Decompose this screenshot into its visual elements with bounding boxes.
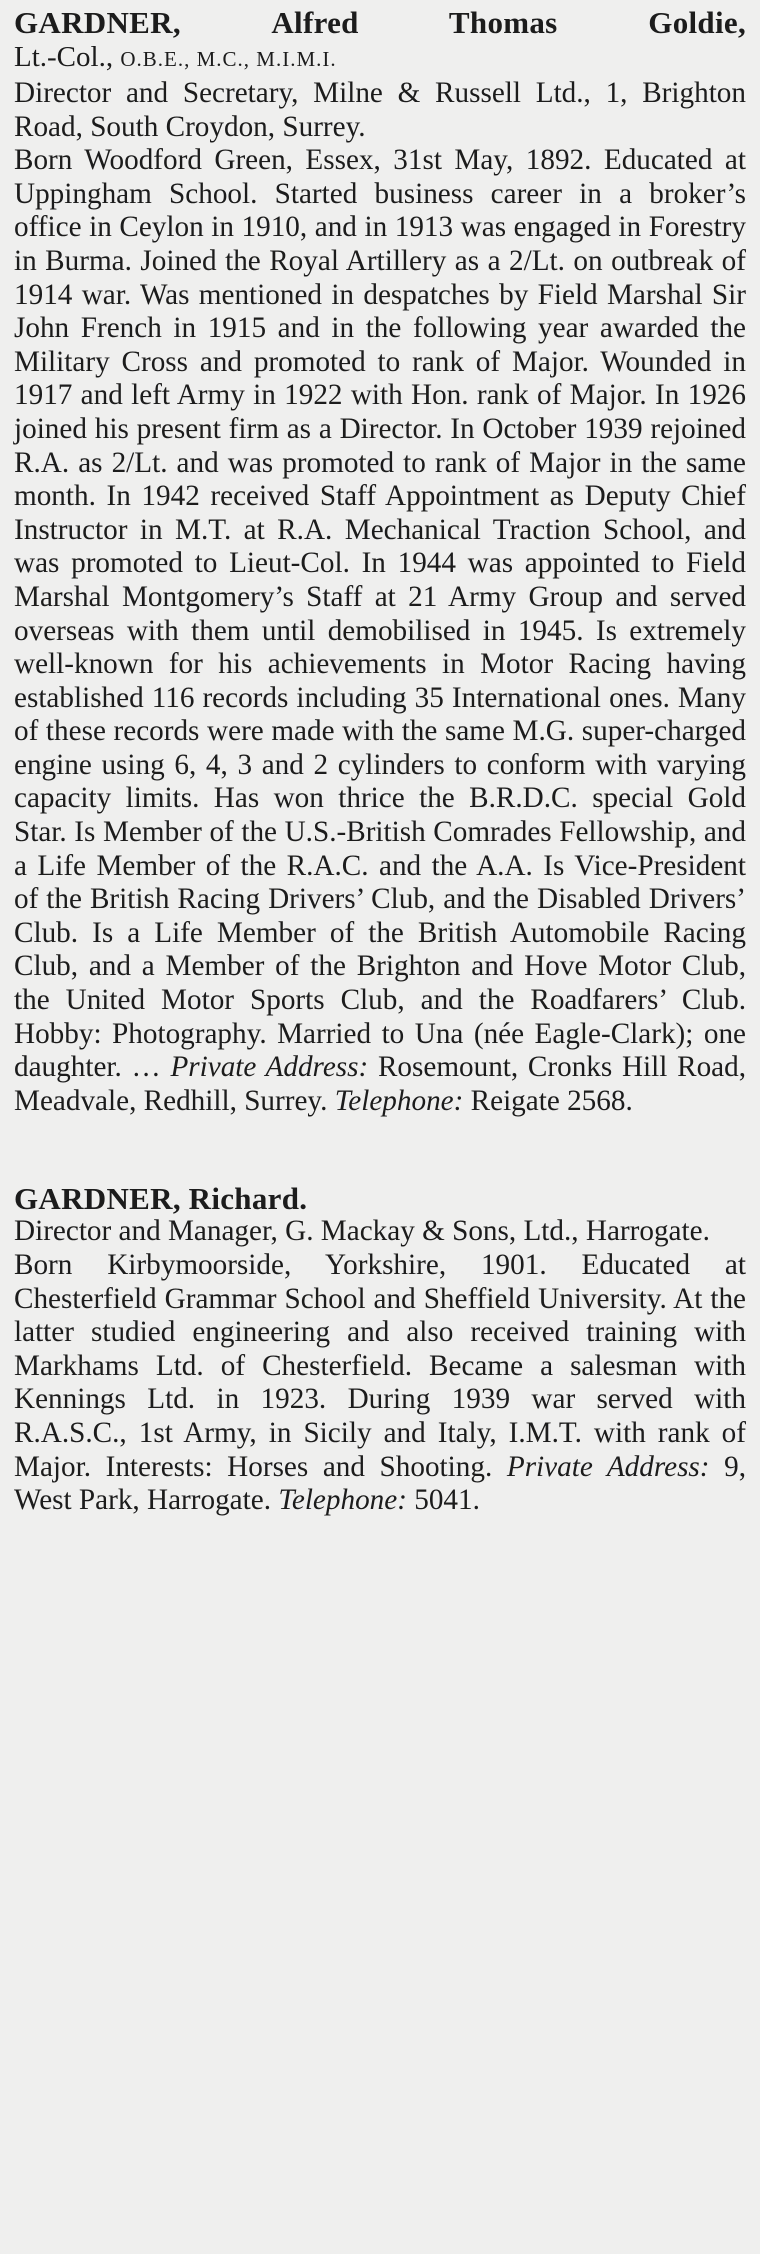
entry-honours: O.B.E., M.C., M.I.M.I.: [120, 47, 337, 71]
entry-address: Rosemount, Cronks Hill Road, Meadvale, Redhill, Surrey.: [14, 1051, 747, 1117]
entry-surname: GARDNER,: [14, 5, 181, 40]
entry-richard-gardner: [14, 1182, 746, 1517]
entry-biography-text: Born Kirbymoorside, Yorkshire, 1901. Educated at Chesterfield Grammar School and Sheffield University. At the latter studied engineering and also received training with Markhams Ltd. of Chesterfield. Became a salesman with Kennings Ltd. in 1923. During 1939 war served with R.A.S.C., 1st Army, in Sicily and Italy, I.M.T. with rank of Major. Interests: Horses and Shooting.: [14, 1249, 746, 1483]
entry-biography-text: Born Woodford Green, Essex, 31st May, 1892. Educated at Uppingham School. Started business career in a broker’s office in Ceylon in 1910, and in 1913 was engaged in Forestry in Burma. Joined the Royal Artillery as a 2/Lt. on outbreak of 1914 war. Was mentioned in despatches by Field Marshal Sir John French in 1915 and in the following year awarded the Military Cross and promoted to rank of Major. Wounded in 1917 and left Army in 1922 with Hon. rank of Major. In 1926 joined his present firm as a Director. In October 1939 rejoined R.A. as 2/Lt. and was promoted to rank of Major in the same month. In 1942 received Staff Appointment as Deputy Chief Instructor in M.T. at R.A. Mechanical Traction School, and was promoted to Lieut-Col. In 1944 was appointed to Field Marshal Montgomery’s Staff at 21 Army Group and served overseas with them until demobilised in 1945. Is extremely well-known for his achievements in Motor Racing having established 116 records including 35 International ones. Many of these records were made with the same M.G. super-charged engine using 6, 4, 3 and 2 cylinders to conform with varying capacity limits. Has won thrice the B.R.D.C. special Gold Star. Is Member of the U.S.-British Comrades Fellowship, and a Life Member of the R.A.C. and the A.A. Is Vice-President of the British Racing Drivers’ Club, and the Disabled Drivers’ Club. Is a Life Member of the British Automobile Racing Club, and a Member of the Brighton and Hove Motor Club, the United Motor Sports Club, and the Roadfarers’ Club. Hobby: Photography. Married to Una (née Eagle-Clark); one daughter. …: [14, 144, 746, 1084]
entry-telephone: 5041.: [414, 1484, 480, 1517]
entry-surname: GARDNER,: [14, 1181, 181, 1217]
entry-telephone-label: Telephone:: [334, 1084, 464, 1117]
entry-position: Director and Manager, G. Mackay & Sons, Ltd., Harrogate.: [14, 1215, 710, 1248]
entry-telephone-label: Telephone:: [278, 1484, 407, 1517]
entry-heading: [14, 6, 746, 39]
entry-address-label: Private Address:: [506, 1450, 710, 1483]
entry-address: 9, West Park, Harrogate.: [14, 1450, 746, 1517]
entry-given-names: Richard.: [188, 1181, 308, 1217]
entry-biography: [14, 1249, 746, 1518]
entry-position: Director and Secretary, Milne & Russell Ltd., 1, Brighton Road, South Croydon, Surrey.: [14, 77, 746, 143]
entry-heading: [14, 1182, 746, 1215]
entry-rank-honours: [14, 39, 746, 77]
entry-address-label: Private Address:: [170, 1051, 369, 1084]
entry-alfred-gardner: [14, 6, 746, 1118]
entry-telephone: Reigate 2568.: [470, 1084, 633, 1117]
entry-rank: Lt.-Col.,: [14, 41, 114, 73]
entry-given-names: Alfred Thomas Goldie,: [271, 5, 746, 40]
entry-biography: [14, 144, 746, 1118]
